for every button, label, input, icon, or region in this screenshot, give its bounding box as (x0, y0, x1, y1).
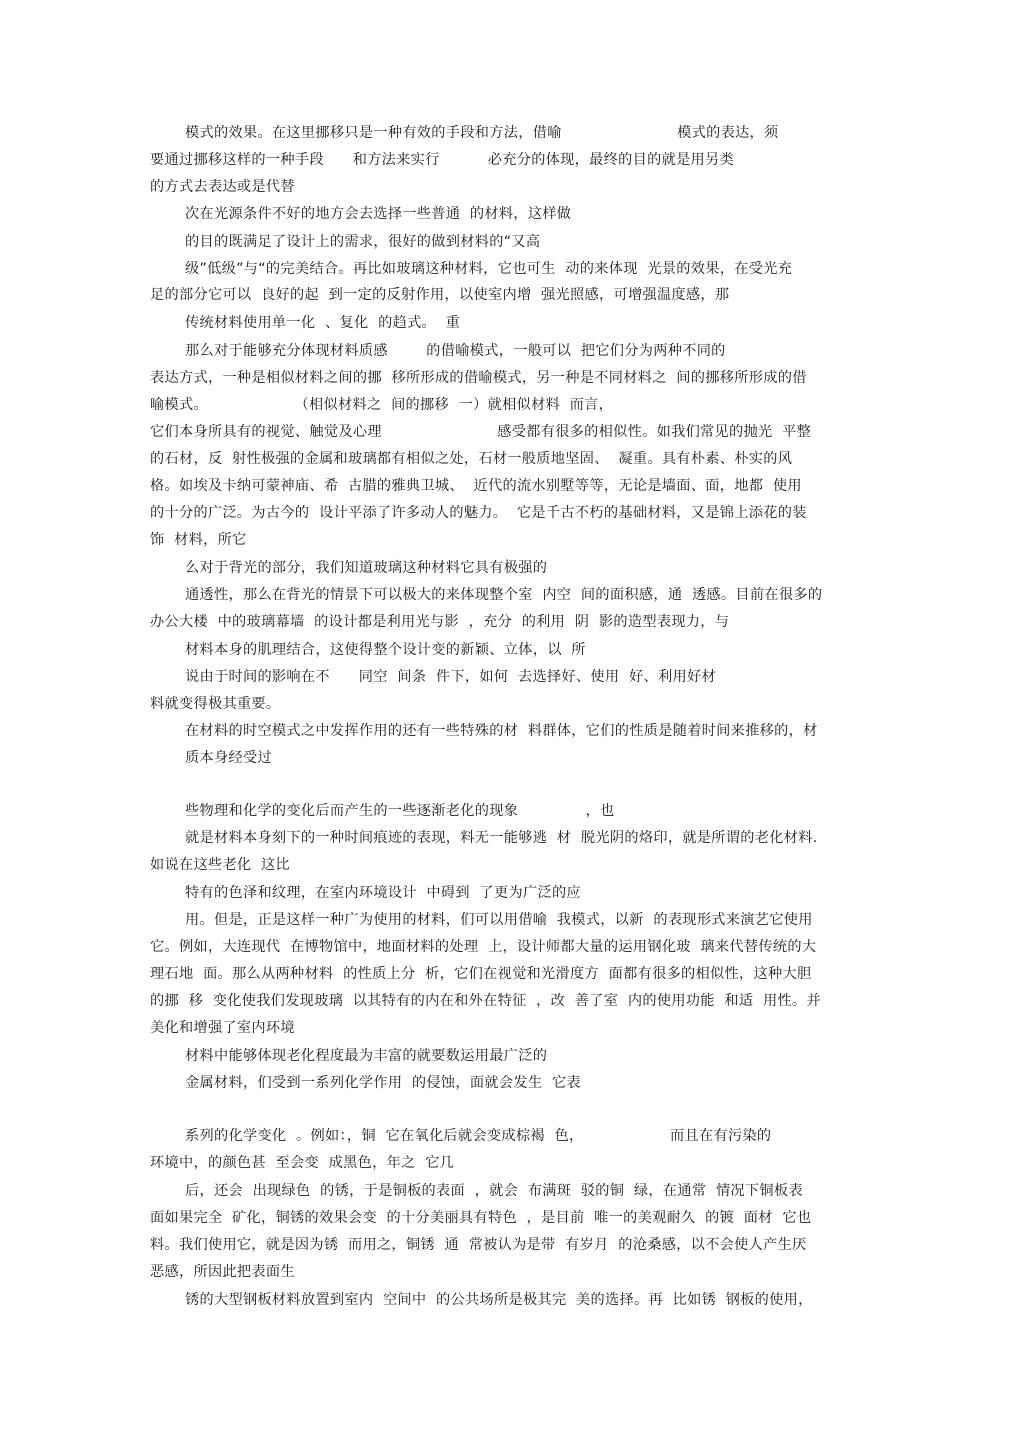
text-line: 些物理和化学的变化后而产生的一些逐渐老化的现象 ，也 (185, 803, 615, 819)
text-line: 如说在这些老化 这比 (150, 857, 291, 873)
text-line: 用。但是，正是这样一种广为使用的材料，们可以用借喻 我模式，以新 的表现形式来演艺它使用 (185, 912, 813, 928)
text-line: 通透性，那么在背光的情景下可以极大的来体现整个室 内空 间的面积感，通 透感。目前在很多的 (185, 587, 823, 603)
text-line: 格。如埃及卡纳可蒙神庙、希 古腊的雅典卫城、 近代的流水别墅等等，无论是墙面、面，地都 使用 (150, 478, 802, 494)
text-line: 金属材料，们受到一系列化学作用 的侵蚀，面就会发生 它表 (185, 1075, 581, 1091)
text-line: 环境中，的颜色甚 至会变 成黑色，年之 它几 (150, 1155, 455, 1171)
text-line: 质本身经受过 (185, 750, 272, 766)
text-line: 那么对于能够充分体现材料质感 的借喻模式，一般可以 把它们分为两种不同的 (185, 343, 726, 359)
text-line: 料就变得极其重要。 (150, 696, 281, 712)
text-line: 它们本身所具有的视觉、触觉及心理 感受都有很多的相似性。如我们常见的抛光 平整 (150, 424, 812, 440)
text-line: 理石地 面。那么从两种材料 的性质上分 析，它们在视觉和光滑度方 面都有很多的相似性，这种大胆 (150, 966, 812, 982)
text-line: 它。例如，大连现代 在博物馆中，地面材料的处理 上，设计师都大量的运用钢化玻 璃来代替传统的大 (150, 939, 817, 955)
text-line: 级”低级”与“的完美结合。再比如玻璃这种材料，它也可生 动的来体现 光景的效果，在受光充 (185, 261, 793, 277)
text-line: 的石材，反 射性极强的金属和玻璃都有相似之处，石材一般质地坚固、 凝重。具有朴素、朴实的风 (150, 451, 793, 467)
text-line: 材料本身的肌理结合，这使得整个设计变的新颖、立体，以 所 (185, 642, 586, 658)
text-line: 办公大楼 中的玻璃幕墙 的设计都是利用光与影 ，充分 的利用 阴 影的造型表现力，与 (150, 614, 730, 630)
text-line: 的挪 移 变化使我们发现玻璃 以其特有的内在和外在特征 ，改 善了室 内的使用功能 和适 用性。并 (150, 993, 821, 1009)
text-line: 特有的色泽和纹理，在室内环境设计 中碍到 了更为广泛的应 (185, 885, 581, 901)
text-line: 恶感，所因此把表面生 (150, 1264, 295, 1280)
text-line: 在材料的时空模式之中发挥作用的还有一些特殊的材 料群体，它们的性质是随着时间来推移的，材 (185, 723, 818, 739)
text-line: 次在光源条件不好的地方会去选择一些普通 的材料，这样做 (185, 206, 572, 222)
text-line: 传统材料使用单一化 、复化 的趋式。 重 (185, 315, 461, 331)
text-line: 么对于背光的部分，我们知道玻璃这种材料它具有极强的 (185, 560, 548, 576)
text-line: 饰 材料，所它 (150, 532, 247, 548)
text-line: 就是材料本身刻下的一种时间痕迹的表现，料无一能够逃 材 脱光阴的烙印，就是所谓的老化材料. (185, 830, 818, 846)
text-line: 材料中能够体现老化程度最为丰富的就要数运用最广泛的 (185, 1048, 548, 1064)
text-line: 面如果完全 矿化，铜锈的效果会变 的十分美丽具有特色 ，是目前 唯一的美观耐久 的镀 面材 它也 (150, 1210, 812, 1226)
text-line: 的方式去表达或是代替 (150, 179, 295, 195)
text-line: 系列的化学变化 。例如：，铜 它在氧化后就会变成棕褐 色， 而且在有污染的 (185, 1128, 772, 1144)
text-line: 的目的既满足了设计上的需求，很好的做到材料的“又高 (185, 234, 541, 250)
text-line: 美化和增强了室内环境 (150, 1020, 295, 1036)
text-line: 的十分的广泛。为古今的 设计平添了许多动人的魅力。 它是千古不朽的基础材料，又是锦上添花的装 (150, 505, 807, 521)
text-line: 料。我们使用它，就是因为锈 而用之，铜锈 通 常被认为是带 有岁月 的沧桑感，以不会使人产生厌 (150, 1237, 807, 1253)
text-line: 足的部分它可以 良好的起 到一定的反射作用，以使室内增 强光照感，可增强温度感，那 (150, 287, 730, 303)
text-line: 锈的大型钢板材料放置到室内 空间中 的公共场所是极其完 美的选择。再 比如锈 钢板的使用， (185, 1292, 813, 1308)
text-line: 模式的效果。在这里挪移只是一种有效的手段和方法，借喻 模式的表达，须 (185, 125, 779, 141)
text-line: 要通过挪移这样的一种手段 和方法来实行 必充分的体现，最终的目的就是用另类 (150, 152, 735, 168)
text-line: 喻模式。 （相似材料之 间的挪移 一）就相似材料 而言， (150, 397, 614, 413)
text-line: 说由于时间的影响在不 同空 间条 件下，如何 去选择好、使用 好、利用好材 (185, 669, 716, 685)
text-line: 表达方式，一种是相似材料之间的挪 移所形成的借喻模式，另一种是不同材料之 间的挪移所形成的借 (150, 370, 807, 386)
text-line: 后，还会 出现绿色 的锈，于是铜板的表面 ，就会 布满斑 驳的铜 绿，在通常 情况下铜板表 (185, 1183, 803, 1199)
